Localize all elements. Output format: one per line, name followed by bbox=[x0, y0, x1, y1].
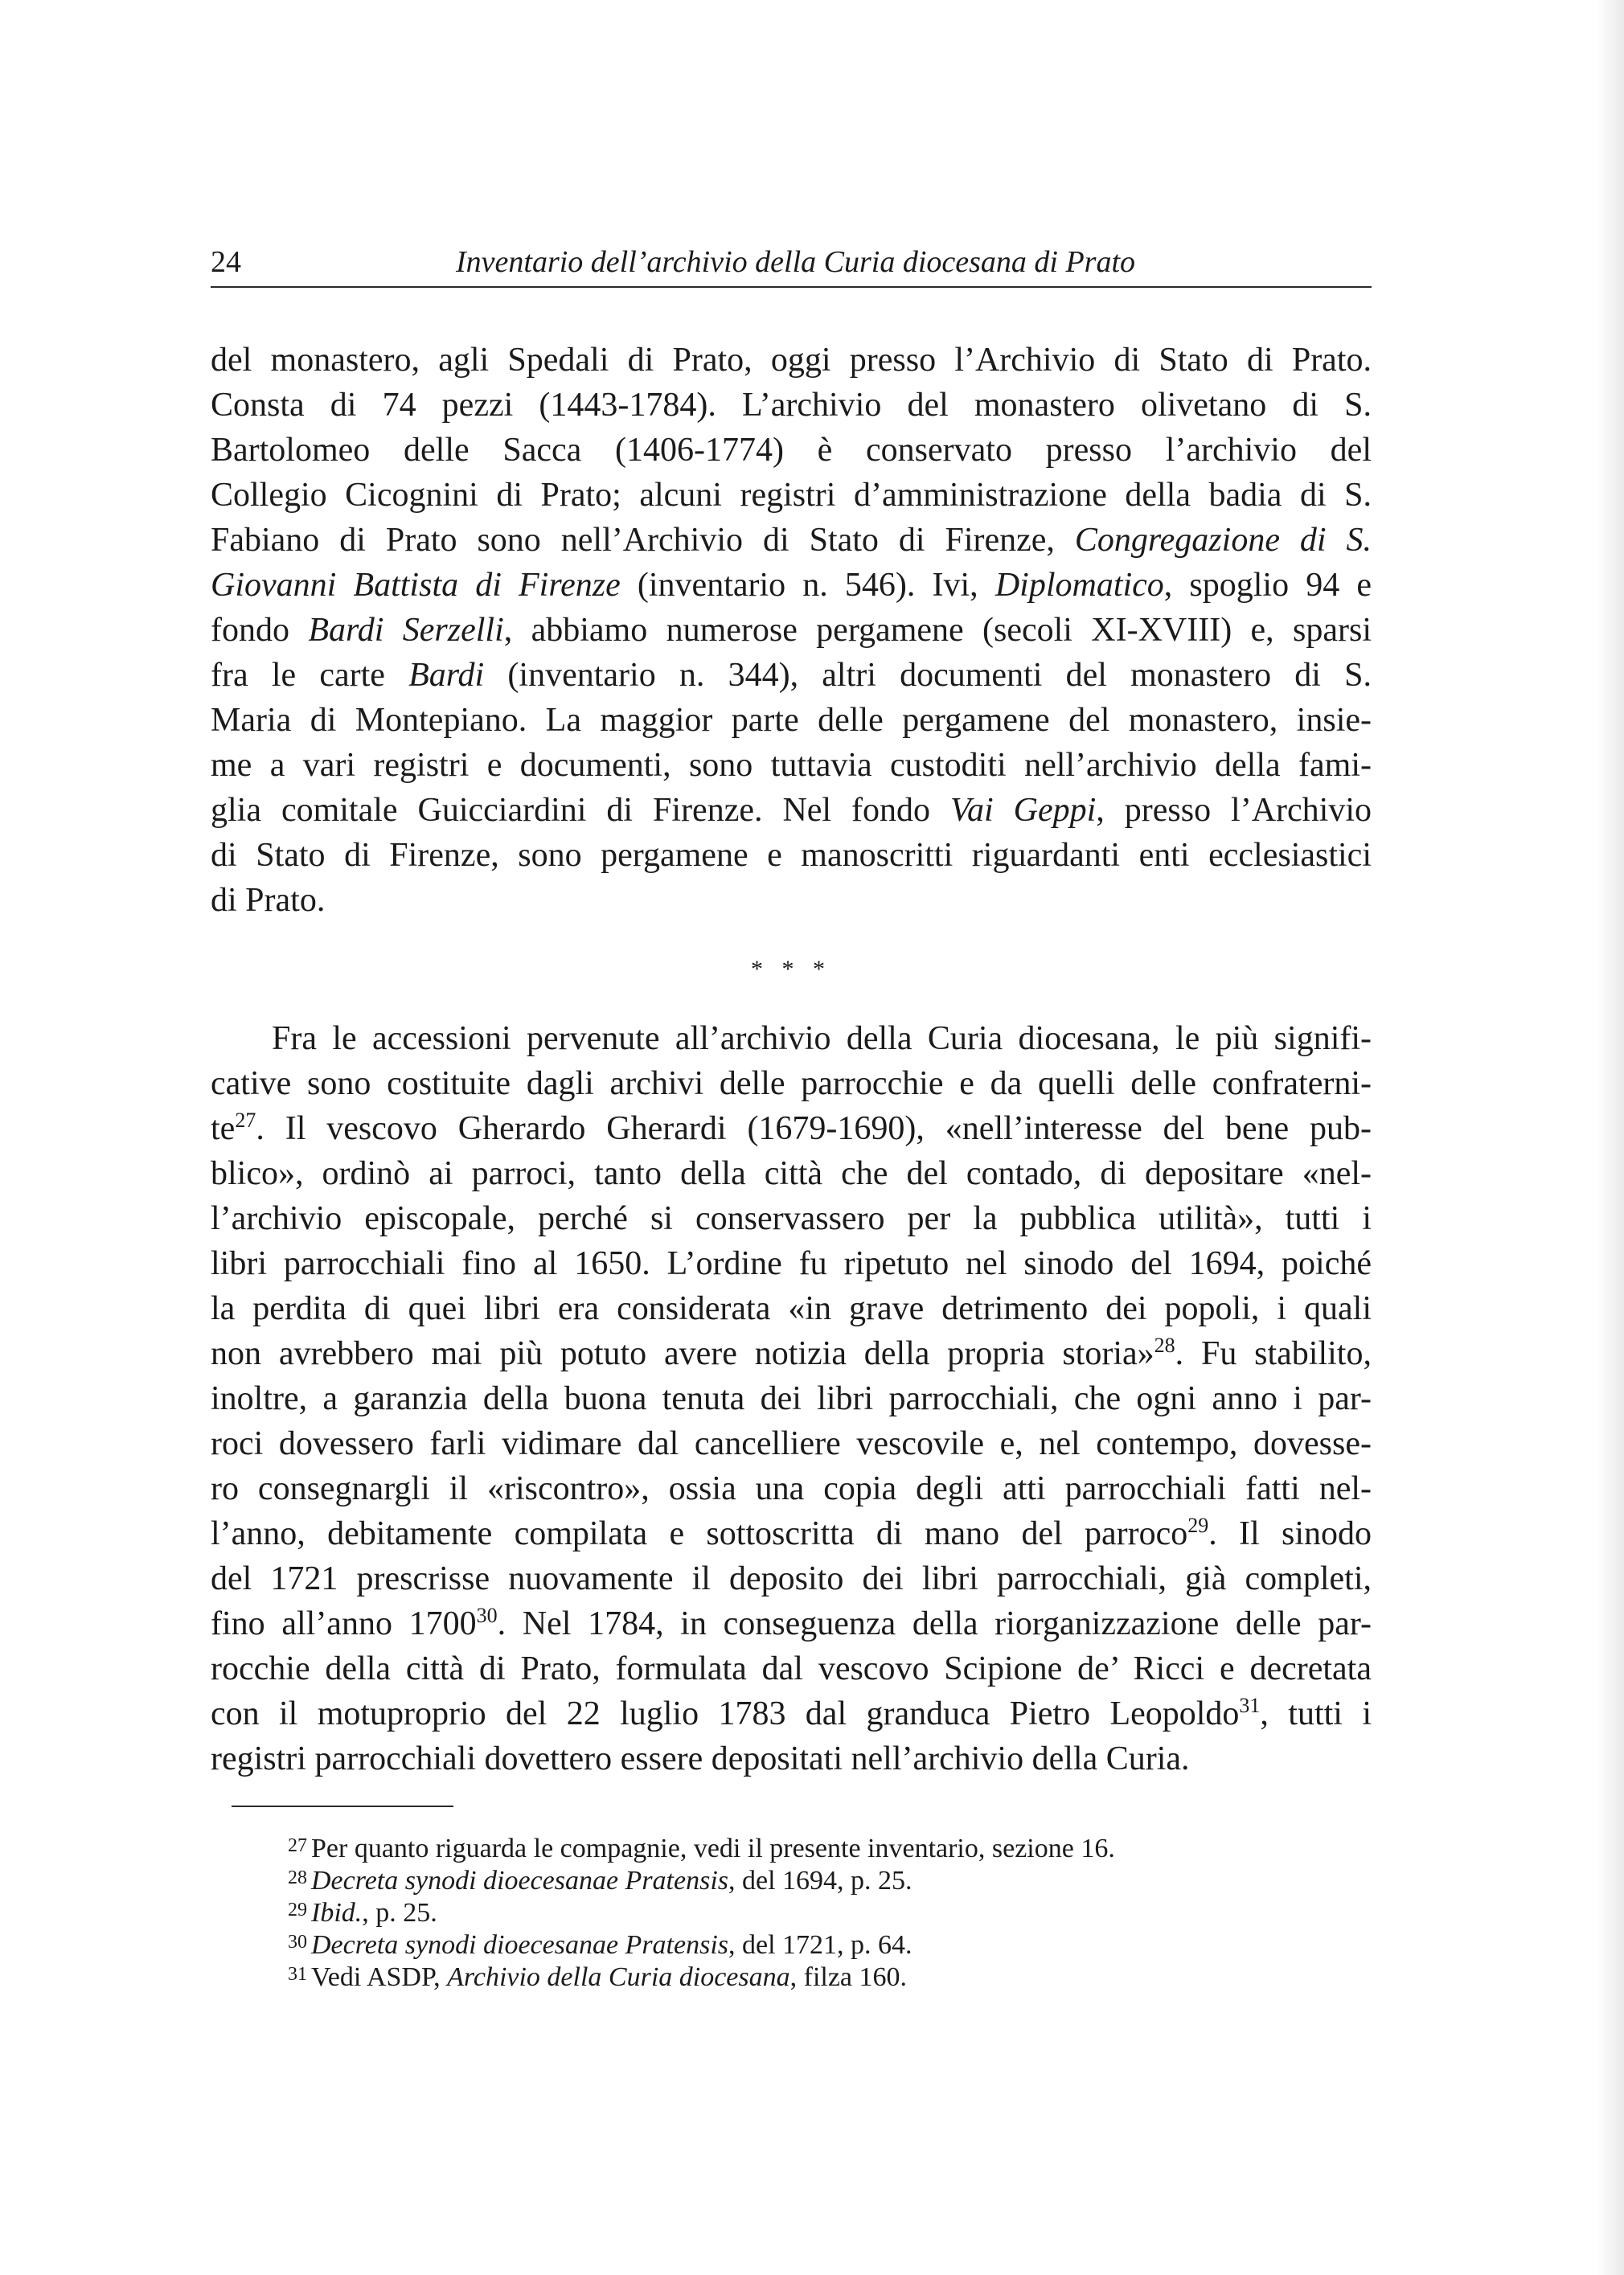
main-text bbox=[211, 338, 1372, 1781]
footnote-number: 27 bbox=[288, 1835, 307, 1856]
text-segment: . Nel 1784, in conseguenza della riorganizzazione delle par- bbox=[497, 1605, 1372, 1642]
footnotes bbox=[288, 1830, 1245, 1990]
text-line: ro consegnargli il «riscontro», ossia una copia degli atti parrocchiali fatti nel- bbox=[211, 1470, 1372, 1507]
text-segment: , spoglio 94 e bbox=[1163, 567, 1372, 604]
text-segment: non avrebbero mai più potuto avere notizia della propria storia» bbox=[211, 1335, 1154, 1372]
footnote-reference: 29 bbox=[1187, 1514, 1209, 1537]
text-segment: (inventario n. 344), altri documenti del monastero di S. bbox=[484, 657, 1372, 694]
text-line: cative sono costituite dagli archivi delle parrocchie e da quelli delle confraterni- bbox=[211, 1065, 1372, 1102]
text-line: Bartolomeo delle Sacca (1406-1774) è conservato presso l’archivio del bbox=[211, 432, 1372, 469]
text-segment: , presso l’Archivio bbox=[1096, 792, 1372, 829]
text-line bbox=[211, 788, 1372, 833]
italic-title: Bardi Serzelli bbox=[308, 612, 504, 649]
text-line bbox=[211, 563, 1372, 608]
text-line: Maria di Montepiano. La maggior parte delle pergamene del monastero, insie- bbox=[211, 702, 1372, 739]
text-segment: fino all’anno 1700 bbox=[211, 1605, 477, 1642]
text-line: libri parrocchiali fino al 1650. L’ordine fu ripetuto nel sinodo del 1694, poiché bbox=[211, 1245, 1372, 1282]
italic-title: Diplomatico bbox=[994, 567, 1164, 604]
footnote-reference: 28 bbox=[1154, 1334, 1175, 1357]
text-line: Collegio Cicognini di Prato; alcuni registri d’amministrazione della badia di S. bbox=[211, 477, 1372, 514]
text-line: di Stato di Firenze, sono pergamene e manoscritti riguardanti enti ecclesiastici bbox=[211, 837, 1372, 874]
footnote-text: , del 1721, p. 64. bbox=[728, 1930, 912, 1960]
text-line: registri parrocchiali dovettero essere depositati nell’archivio della Curia. bbox=[211, 1740, 1190, 1777]
text-line: me a vari registri e documenti, sono tuttavia custoditi nell’archivio della fami- bbox=[211, 747, 1372, 784]
running-title: Inventario dell’archivio della Curia diocesana di Prato bbox=[456, 245, 1136, 279]
text-line: inoltre, a garanzia della buona tenuta dei libri parrocchiali, che ogni anno i par- bbox=[211, 1380, 1372, 1417]
footnote-27 bbox=[288, 1830, 1245, 1862]
footnote-title: Archivio della Curia diocesana bbox=[447, 1962, 790, 1992]
footnote-text: , del 1694, p. 25. bbox=[728, 1866, 912, 1896]
footnote-text: , p. 25. bbox=[362, 1898, 437, 1928]
footnote-number: 29 bbox=[288, 1900, 307, 1920]
text-segment: fra le carte bbox=[211, 657, 409, 694]
footnote-reference: 30 bbox=[476, 1604, 498, 1627]
text-line bbox=[211, 1691, 1372, 1736]
text-segment: . Il sinodo bbox=[1208, 1515, 1372, 1552]
footnote-number: 28 bbox=[288, 1867, 307, 1888]
footnote-reference: 27 bbox=[235, 1109, 256, 1132]
text-segment: Fabiano di Prato sono nell’Archivio di Stato di Firenze, bbox=[211, 522, 1075, 559]
text-segment: con il motuproprio del 22 luglio 1783 dal granduca Pietro Leopoldo bbox=[211, 1695, 1240, 1732]
text-line bbox=[211, 1511, 1372, 1556]
text-segment: l’anno, debitamente compilata e sottoscritta di mano del parroco bbox=[211, 1515, 1188, 1552]
section-separator: * * * bbox=[751, 956, 831, 982]
paragraph-1 bbox=[211, 338, 1372, 923]
italic-title: Vai Geppi bbox=[950, 792, 1097, 829]
text-line: blico», ordinò ai parroci, tanto della città che del contado, di depositare «nel- bbox=[211, 1155, 1372, 1192]
text-segment: , tutti i bbox=[1260, 1695, 1372, 1732]
running-head bbox=[211, 238, 1372, 288]
text-line: del 1721 prescrisse nuovamente il deposito dei libri parrocchiali, già completi, bbox=[211, 1560, 1372, 1597]
italic-title: Bardi bbox=[408, 657, 485, 694]
footnote-number: 31 bbox=[288, 1964, 307, 1985]
paragraph-2 bbox=[211, 1016, 1372, 1781]
text-line: la perdita di quei libri era considerata «in grave detrimento dei popoli, i quali bbox=[211, 1290, 1372, 1327]
footnote-title: Decreta synodi dioecesanae Pratensis bbox=[311, 1866, 728, 1896]
text-segment: (inventario n. 546). Ivi, bbox=[620, 567, 995, 604]
page-edge-shadow bbox=[1597, 0, 1624, 2275]
text-line bbox=[211, 1331, 1372, 1376]
text-segment: te bbox=[211, 1110, 236, 1147]
text-line: l’archivio episcopale, perché si conservassero per la pubblica utilità», tutti i bbox=[211, 1200, 1372, 1237]
text-line bbox=[211, 653, 1372, 698]
footnote-30 bbox=[288, 1926, 1245, 1958]
text-segment: . Fu stabilito, bbox=[1175, 1335, 1372, 1372]
text-line: rocchie della città di Prato, formulata dal vescovo Scipione de’ Ricci e decretata bbox=[211, 1650, 1372, 1687]
text-segment: glia comitale Guicciardini di Firenze. Nel fondo bbox=[211, 792, 951, 829]
italic-title: Giovanni Battista di Firenze bbox=[211, 567, 621, 604]
footnote-text: Vedi ASDP, bbox=[311, 1962, 448, 1992]
text-line bbox=[211, 1601, 1372, 1646]
footnote-text: Per quanto riguarda le compagnie, vedi il presente inventario, sezione 16. bbox=[311, 1834, 1115, 1863]
footnote-31 bbox=[288, 1958, 1245, 1990]
text-line: Consta di 74 pezzi (1443-1784). L’archivio del monastero olivetano di S. bbox=[211, 387, 1372, 424]
text-line bbox=[211, 1106, 1372, 1151]
text-segment: fondo bbox=[211, 612, 309, 649]
text-line: di Prato. bbox=[211, 882, 326, 919]
footnote-29 bbox=[288, 1894, 1245, 1926]
page-number: 24 bbox=[211, 245, 241, 279]
text-line: del monastero, agli Spedali di Prato, oggi presso l’Archivio di Stato di Prato. bbox=[211, 342, 1372, 379]
footnote-reference: 31 bbox=[1239, 1694, 1261, 1717]
text-segment: . Il vescovo Gherardo Gherardi (1679-1690), «nell’interesse del bene pub- bbox=[256, 1110, 1372, 1147]
footnote-title: Decreta synodi dioecesanae Pratensis bbox=[311, 1930, 728, 1960]
text-line: Fra le accessioni pervenute all’archivio della Curia diocesana, le più signifi- bbox=[272, 1020, 1372, 1057]
footnote-divider bbox=[232, 1806, 453, 1807]
text-line: roci dovessero farli vidimare dal cancelliere vescovile e, nel contempo, dovesse- bbox=[211, 1425, 1372, 1462]
footnote-28 bbox=[288, 1862, 1245, 1894]
footnote-number: 30 bbox=[288, 1932, 307, 1953]
italic-title: Congregazione di S. bbox=[1074, 522, 1372, 559]
text-segment: , abbiamo numerose pergamene (secoli XI-XVIII) e, sparsi bbox=[503, 612, 1372, 649]
footnote-text: , filza 160. bbox=[789, 1962, 908, 1992]
text-line bbox=[211, 608, 1372, 653]
text-line bbox=[211, 518, 1372, 563]
footnote-title: Ibid. bbox=[311, 1898, 363, 1928]
